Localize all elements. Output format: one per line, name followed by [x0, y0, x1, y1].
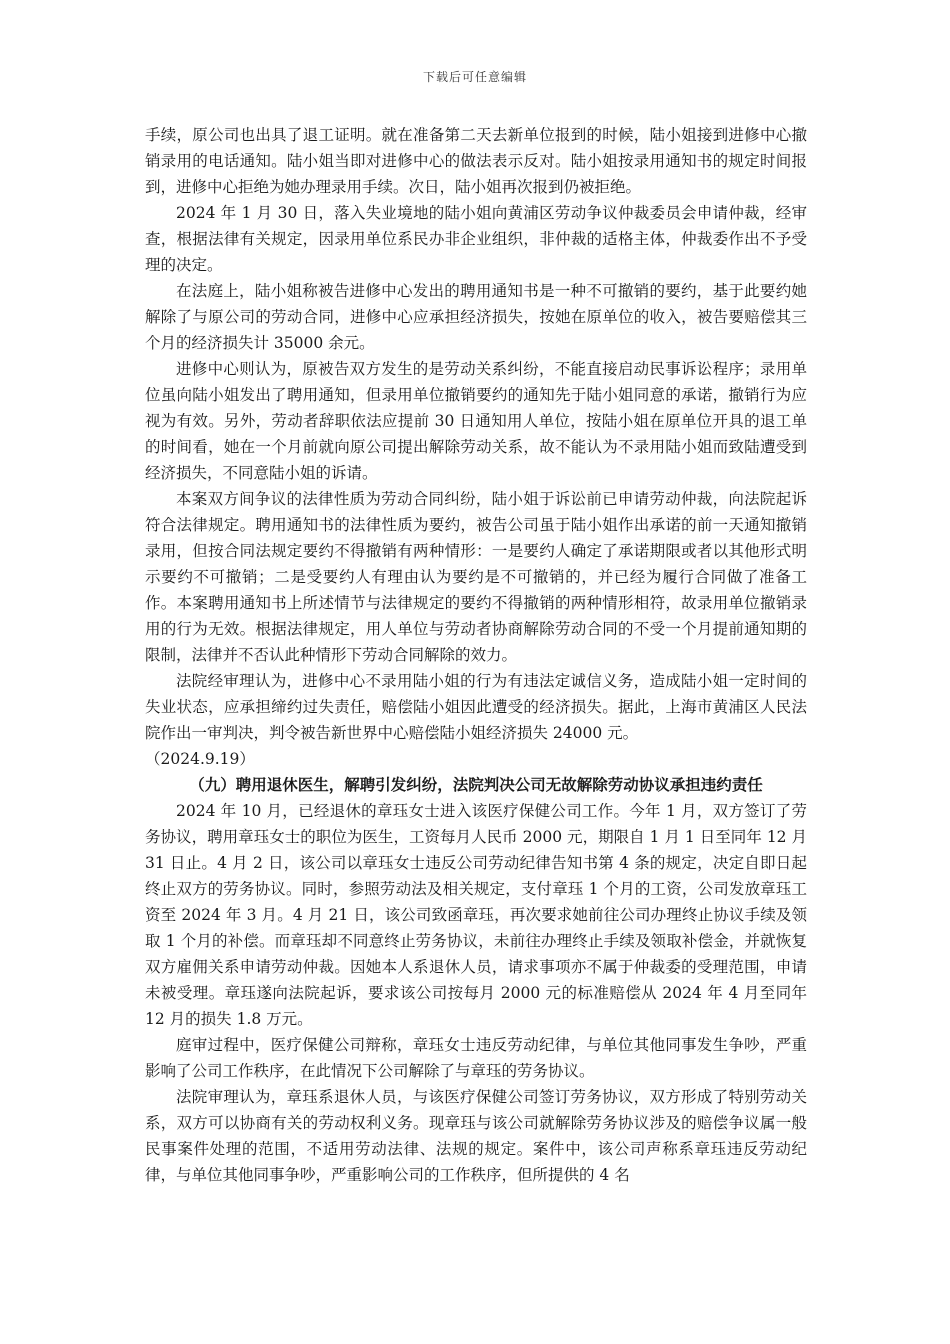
- paragraph-9: 庭审过程中，医疗保健公司辩称，章珏女士违反劳动纪律，与单位其他同事发生争吵，严重影响了公司工作秩序，在此情况下公司解除了与章珏的劳务协议。: [145, 1036, 807, 1080]
- page-header: 下载后可任意编辑: [422, 70, 527, 84]
- paragraph-6: 法院经审理认为，进修中心不录用陆小姐的行为有违法定诚信义务，造成陆小姐一定时间的失业状态，应承担缔约过失责任，赔偿陆小姐因此遭受的经济损失。据此，上海市黄浦区人民法院作出一审判决，判令被告新世界中心赔偿陆小姐经济损失 24000 元。: [145, 672, 807, 742]
- section-title: （九）聘用退休医生，解聘引发纠纷，法院判决公司无故解除劳动协议承担违约责任: [189, 775, 763, 794]
- paragraph-10: 法院审理认为，章珏系退休人员，与该医疗保健公司签订劳务协议，双方形成了特别劳动关系，双方可以协商有关的劳动权利义务。现章珏与该公司就解除劳务协议涉及的赔偿争议属一般民事案件处理的范围，不适用劳动法律、法规的规定。案件中，该公司声称系章珏违反劳动纪律，与单位其他同事争吵，严重影响公司的工作秩序，但所提供的 4 名: [145, 1088, 807, 1184]
- paragraph-5: 本案双方间争议的法律性质为劳动合同纠纷，陆小姐于诉讼前已申请劳动仲裁，向法院起诉符合法律规定。聘用通知书的法律性质为要约，被告公司虽于陆小姐作出承诺的前一天通知撤销录用，但按合同法规定要约不得撤销有两种情形：一是要约人确定了承诺期限或者以其他形式明示要约不可撤销；二是受要约人有理由认为要约是不可撤销的，并已经为履行合同做了准备工作。本案聘用通知书上所述情节与法律规定的要约不得撤销的两种情形相符，故录用单位撤销录用的行为无效。根据法律规定，用人单位与劳动者协商解除劳动合同的不受一个月提前通知期的限制，法律并不否认此种情形下劳动合同解除的效力。: [145, 490, 807, 664]
- paragraph-4: 进修中心则认为，原被告双方发生的是劳动关系纠纷，不能直接启动民事诉讼程序；录用单位虽向陆小姐发出了聘用通知，但录用单位撤销要约的通知先于陆小姐同意的承诺，撤销行为应视为有效。另外，劳动者辞职依法应提前 30 日通知用人单位，按陆小姐在原单位开具的退工单的时间看，她在一个月前就向原公司提出解除劳动关系，故不能认为不录用陆小姐而致陆遭受到经济损失，不同意陆小姐的诉请。: [145, 360, 807, 482]
- paragraph-date: （2024.9.19）: [145, 750, 255, 768]
- paragraph-1: 手续，原公司也出具了退工证明。就在准备第二天去新单位报到的时候，陆小姐接到进修中心撤销录用的电话通知。陆小姐当即对进修中心的做法表示反对。陆小姐按录用通知书的规定时间报到，进修中心拒绝为她办理录用手续。次日，陆小姐再次报到仍被拒绝。: [145, 126, 807, 196]
- document-body: [145, 122, 807, 1188]
- paragraph-2: 2024 年 1 月 30 日，落入失业境地的陆小姐向黄浦区劳动争议仲裁委员会申请仲裁，经审查，根据法律有关规定，因录用单位系民办非企业组织，非仲裁的适格主体，仲裁委作出不予受理的决定。: [145, 204, 807, 274]
- paragraph-8: 2024 年 10 月，已经退休的章珏女士进入该医疗保健公司工作。今年 1 月，双方签订了劳务协议，聘用章珏女士的职位为医生，工资每月人民币 2000 元，期限自 1 月 1 日至同年 12 月 31 日止。4 月 2 日，该公司以章珏女士违反公司劳动纪律告知书第 4 条的规定，决定自即日起终止双方的劳务协议。同时，参照劳动法及相关规定，支付章珏 1 个月的工资，公司发放章珏工资至 2024 年 3 月。4 月 21 日，该公司致函章珏，再次要求她前往公司办理终止协议手续及领取 1 个月的补偿。而章珏却不同意终止劳务协议，未前往办理终止手续及领取补偿金，并就恢复双方雇佣关系申请劳动仲裁。因她本人系退休人员，请求事项亦不属于仲裁委的受理范围，申请未被受理。章珏遂向法院起诉，要求该公司按每月 2000 元的标准赔偿从 2024 年 4 月至同年 12 月的损失 1.8 万元。: [145, 802, 807, 1028]
- paragraph-3: 在法庭上，陆小姐称被告进修中心发出的聘用通知书是一种不可撤销的要约，基于此要约她解除了与原公司的劳动合同，进修中心应承担经济损失，按她在原单位的收入，被告要赔偿其三个月的经济损失计 35000 余元。: [145, 282, 807, 352]
